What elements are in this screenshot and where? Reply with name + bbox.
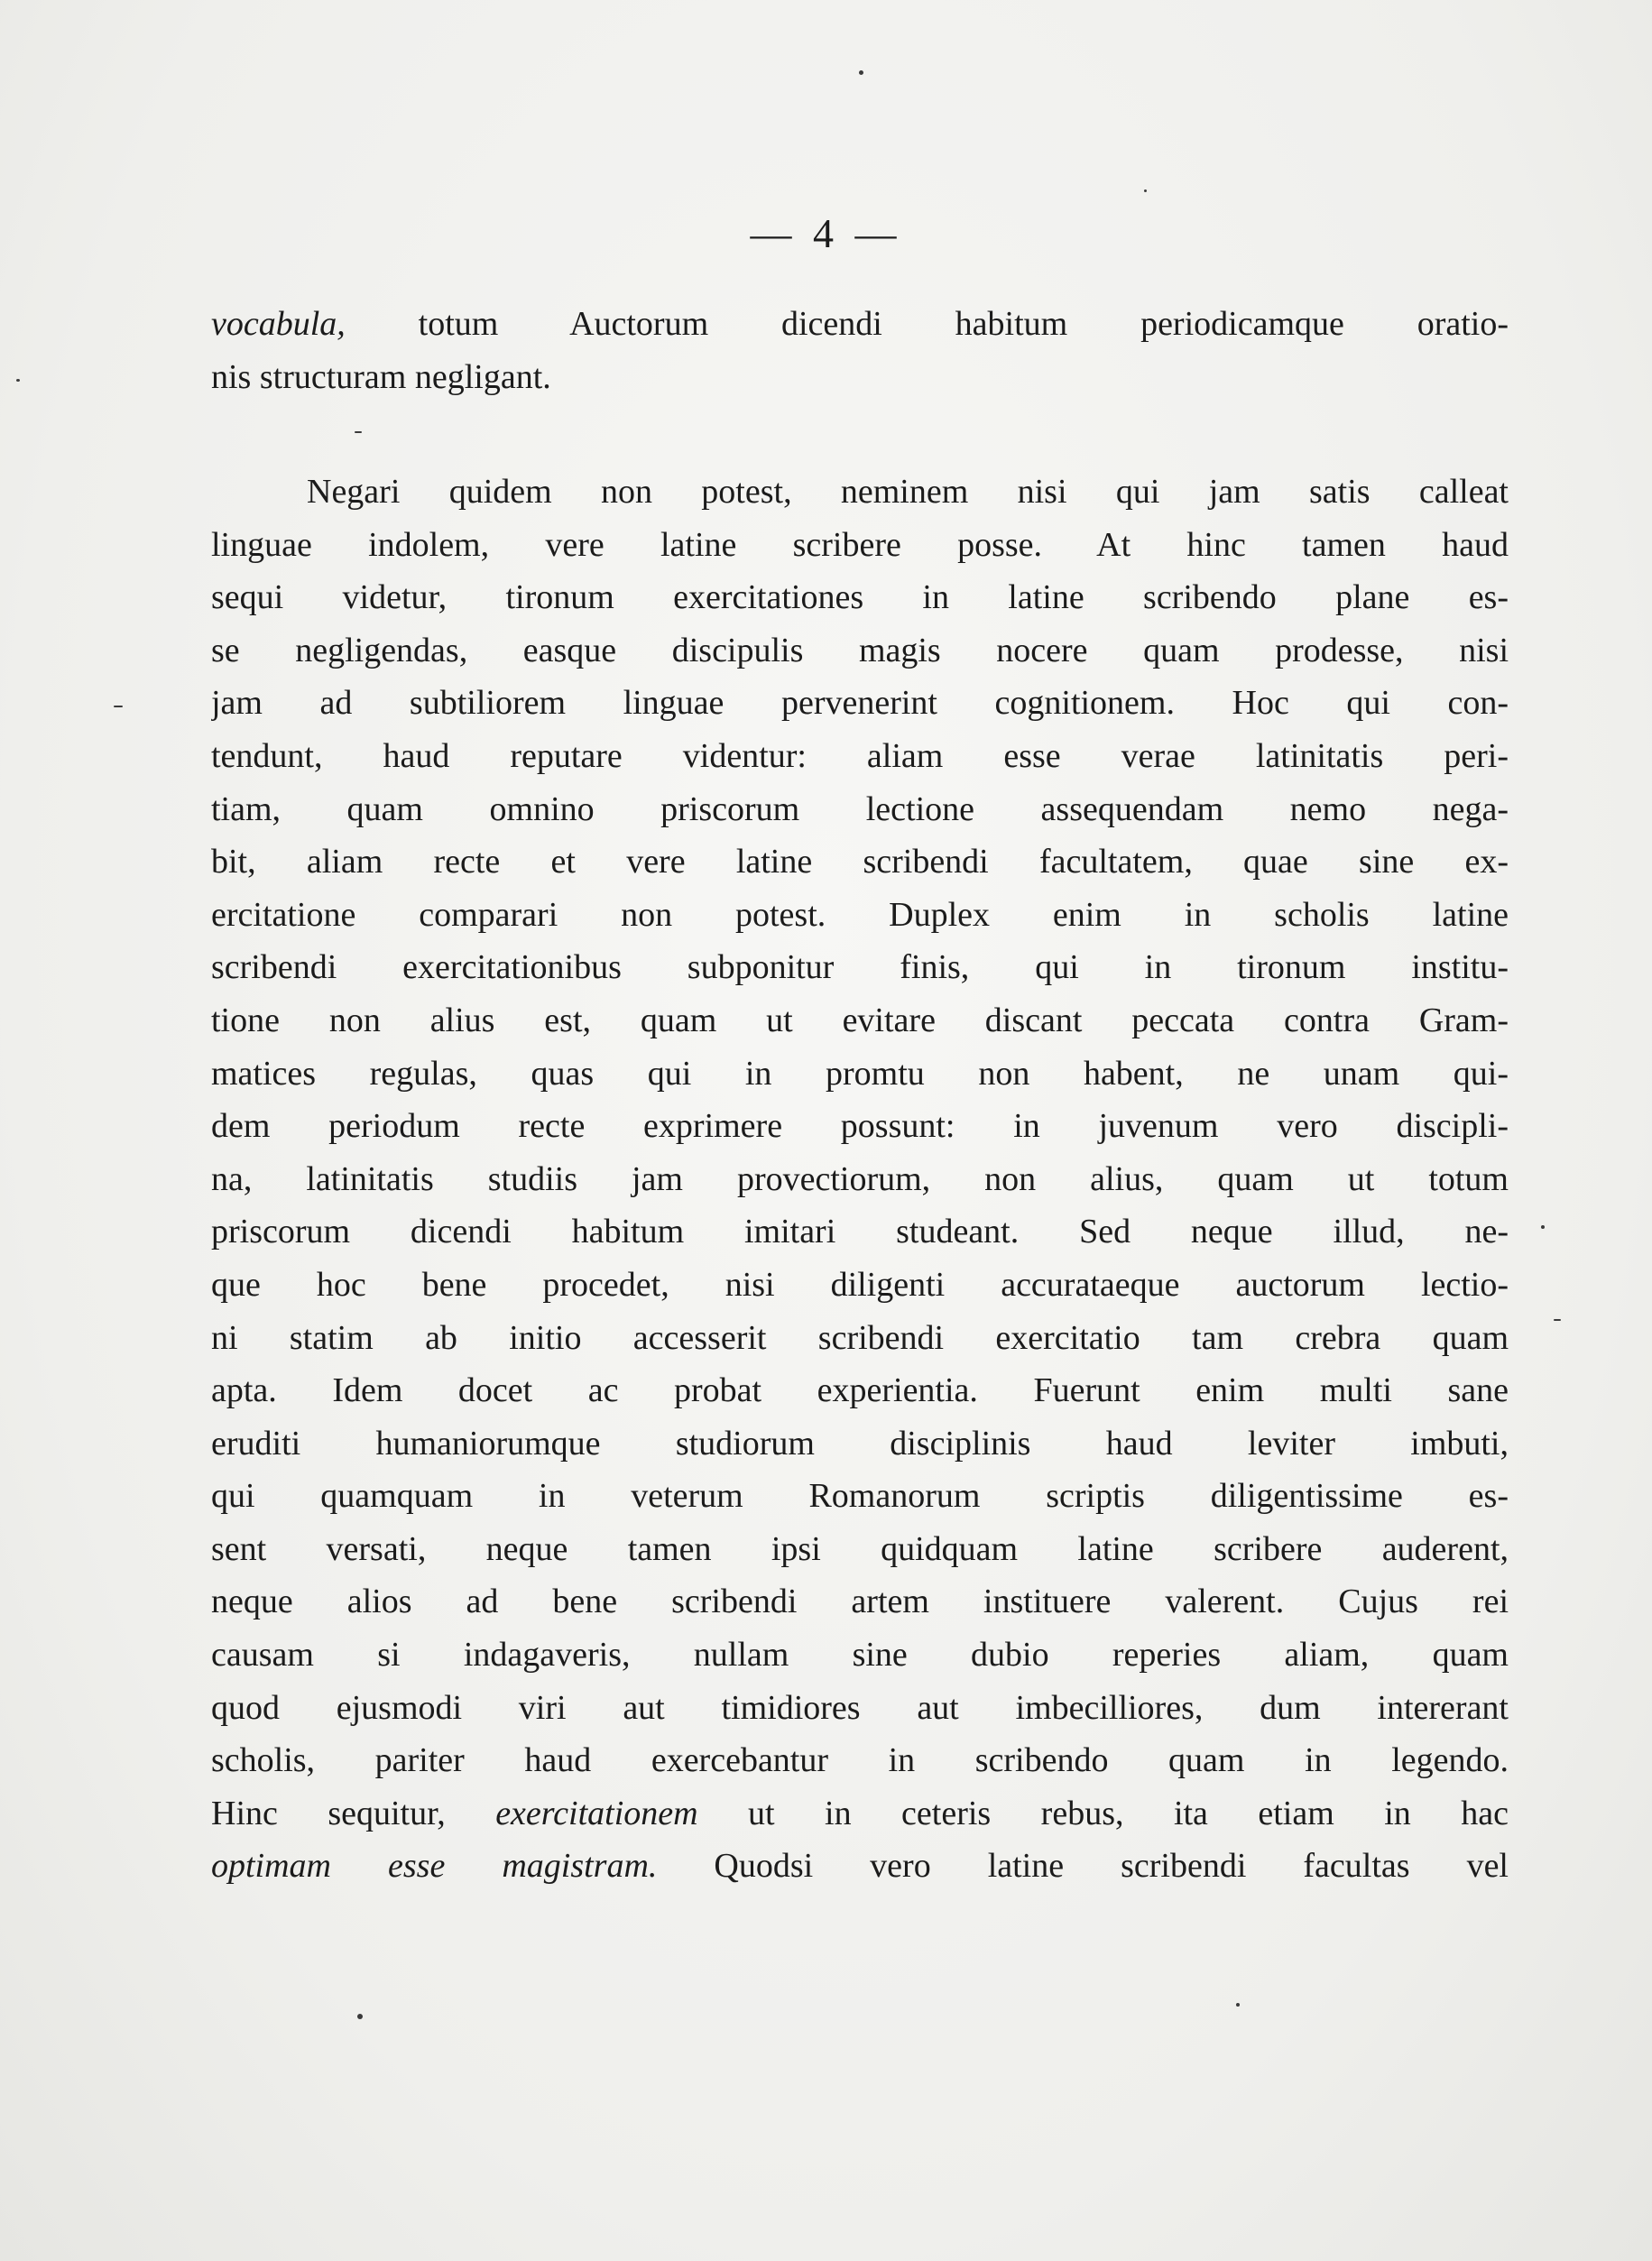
text-run: apta. Idem docet ac probat experientia. Fuerunt enim multi sane — [211, 1371, 1509, 1410]
text-run: ut in ceteris rebus, ita etiam in hac — [697, 1794, 1509, 1832]
scan-speck — [1541, 1225, 1545, 1229]
text-run: linguae indolem, vere latine scribere posse. At hinc tamen haud — [211, 525, 1509, 564]
text-run: tione non alius est, quam ut evitare discant peccata contra Gram- — [211, 1001, 1509, 1039]
text-run: totum Auctorum dicendi habitum periodicamque oratio- — [345, 305, 1509, 343]
text-line — [211, 1417, 1509, 1471]
text-line — [211, 1047, 1509, 1101]
text-line — [211, 571, 1509, 624]
text-run: causam si indagaveris, nullam sine dubio reperies aliam, quam — [211, 1636, 1509, 1675]
text-line — [211, 466, 1509, 519]
text-run: quod ejusmodi viri aut timidiores aut imbecilliores, dum intererant — [211, 1688, 1509, 1727]
text-line — [211, 1575, 1509, 1629]
paragraph-1 — [211, 298, 1509, 403]
text-line — [211, 677, 1509, 730]
text-run: na, latinitatis studiis jam provectiorum, non alius, quam ut totum — [211, 1159, 1509, 1198]
text-run: tiam, quam omnino priscorum lectione assequendam nemo nega- — [211, 789, 1509, 828]
scan-speck — [1144, 189, 1147, 192]
text-run: ni statim ab initio accesserit scribendi exercitatio tam crebra quam — [211, 1318, 1509, 1357]
italic-run: exercitationem — [495, 1794, 698, 1832]
scan-speck — [357, 2014, 363, 2019]
text-run: scribendi exercitationibus subponitur finis, qui in tironum institu- — [211, 948, 1509, 987]
text-line — [211, 730, 1509, 783]
scan-speck — [1236, 2003, 1240, 2007]
text-line — [211, 1523, 1509, 1576]
text-run: scholis, pariter haud exercebantur in scribendo quam in legendo. — [211, 1741, 1509, 1780]
text-run: eruditi humaniorumque studiorum disciplinis haud leviter imbuti, — [211, 1424, 1509, 1463]
text-run: Quodsi vero latine scribendi facultas vel — [657, 1847, 1509, 1886]
text-line — [211, 1734, 1509, 1787]
text-run: dem periodum recte exprimere possunt: in juvenum vero discipli- — [211, 1107, 1509, 1146]
page-number: — 4 — — [750, 210, 902, 256]
text-run: nis structuram negligant. — [211, 357, 551, 396]
text-run: tendunt, haud reputare videntur: aliam esse verae latinitatis peri- — [211, 736, 1509, 775]
text-line — [211, 1100, 1509, 1153]
italic-run: optimam esse magistram. — [211, 1847, 658, 1886]
text-run: neque alios ad bene scribendi artem instituere valerent. Cujus rei — [211, 1583, 1509, 1621]
text-line — [211, 1840, 1509, 1893]
text-run: sequi videtur, tironum exercitationes in latine scribendo plane es- — [211, 578, 1509, 617]
text-run: que hoc bene procedet, nisi diligenti accurataeque auctorum lectio- — [211, 1265, 1509, 1304]
text-line — [211, 889, 1509, 942]
text-line — [211, 624, 1509, 678]
text-line — [211, 941, 1509, 994]
text-line — [211, 783, 1509, 836]
text-line — [211, 1205, 1509, 1259]
text-line — [211, 835, 1509, 889]
text-line — [211, 1259, 1509, 1312]
text-line — [211, 351, 1509, 404]
text-run: Negari quidem non potest, neminem nisi qui jam satis calleat — [307, 473, 1509, 511]
text-run: sent versati, neque tamen ipsi quidquam latine scribere auderent, — [211, 1529, 1509, 1568]
text-run: priscorum dicendi habitum imitari studeant. Sed neque illud, ne- — [211, 1213, 1509, 1251]
text-run: jam ad subtiliorem linguae pervenerint cognitionem. Hoc qui con- — [211, 684, 1509, 723]
text-line — [211, 1787, 1509, 1841]
text-line — [211, 298, 1509, 351]
text-line — [211, 1682, 1509, 1735]
text-run: qui quamquam in veterum Romanorum scriptis diligentissime es- — [211, 1477, 1509, 1516]
scan-speck — [16, 379, 20, 382]
scan-speck — [859, 70, 863, 75]
scan-speck — [114, 706, 123, 707]
italic-run: vocabula, — [211, 305, 346, 343]
paragraph-2 — [211, 466, 1509, 1893]
text-line — [211, 1312, 1509, 1365]
text-run: ercitatione comparari non potest. Duplex enim in scholis latine — [211, 895, 1509, 934]
text-run: Hinc sequitur, — [211, 1794, 496, 1832]
scan-speck — [355, 431, 362, 433]
text-line — [211, 1153, 1509, 1206]
scan-speck — [1554, 1319, 1561, 1321]
text-line — [211, 519, 1509, 572]
text-line — [211, 1364, 1509, 1417]
text-line — [211, 1629, 1509, 1682]
text-line — [211, 994, 1509, 1047]
text-run: se negligendas, easque discipulis magis nocere quam prodesse, nisi — [211, 631, 1509, 669]
text-line — [211, 1470, 1509, 1523]
text-run: matices regulas, quas qui in promtu non habent, ne unam qui- — [211, 1054, 1509, 1093]
text-run: bit, aliam recte et vere latine scribendi facultatem, quae sine ex- — [211, 843, 1509, 881]
